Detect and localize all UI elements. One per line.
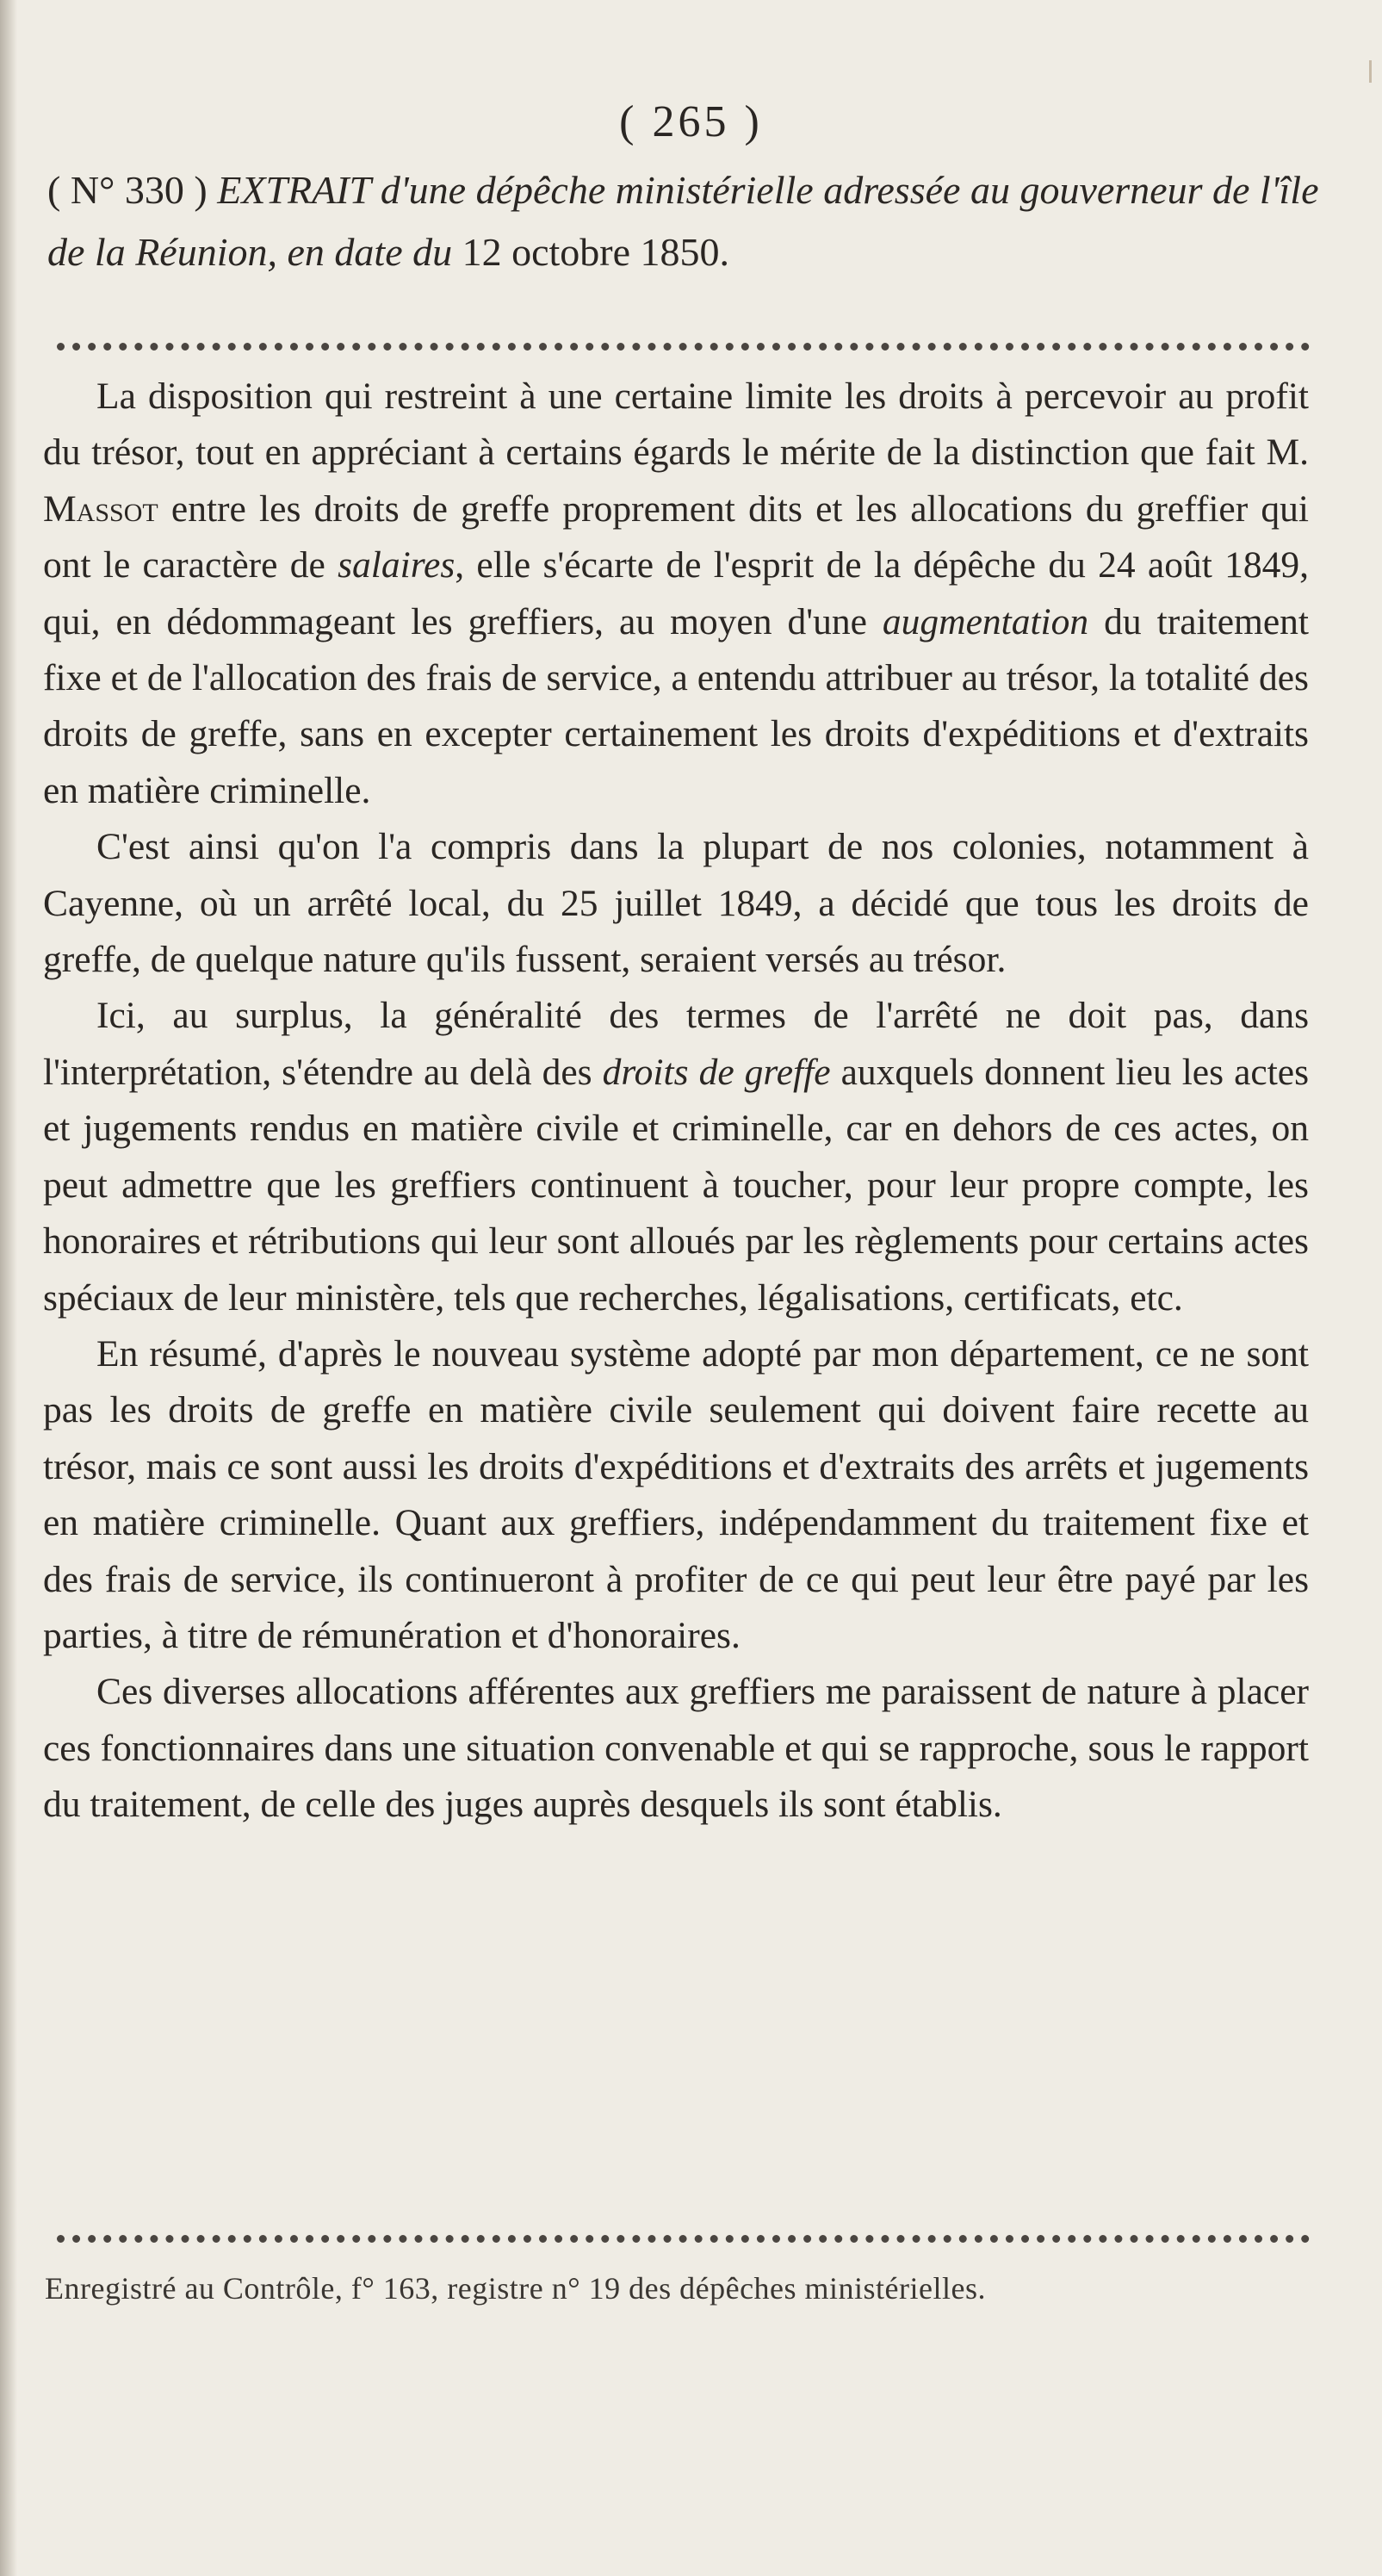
p3-text-b: auxquels donnent lieu les actes et jugements rendus en matière civile et criminelle, car en dehors de ces actes, on peut admettre que les greffiers continuent à toucher, pour leur propre compte, les honoraires et rétributions qui leur sont alloués par les règlements pour certains actes spéciaux de leur ministère, tels que recherches, légalisations, certificats, etc. bbox=[43, 1051, 1310, 1319]
p1-text-c: , elle s'écarte de l'esprit de la dépêche du 24 août 1849, qui, en dédommageant les greffiers, au moyen d'une bbox=[43, 544, 1309, 642]
body-text bbox=[43, 369, 1309, 1834]
document-heading bbox=[47, 159, 1343, 283]
p1-text-b: entre les droits de greffe proprement dits et les allocations du greffier qui ont le caractère de bbox=[43, 487, 1309, 587]
heading-number: ( N° 330 ) bbox=[47, 168, 208, 212]
p1-name: Massot bbox=[43, 487, 158, 530]
p3-emphasis: droits de greffe bbox=[602, 1051, 831, 1093]
paragraph-1 bbox=[43, 369, 1309, 819]
dotted-rule-bottom bbox=[57, 2235, 1310, 2243]
p1-emphasis-augmentation: augmentation bbox=[882, 600, 1089, 642]
registration-footer: Enregistré au Contrôle, f° 163, registre n° 19 des dépêches ministérielles. bbox=[45, 2271, 986, 2306]
page-number: ( 265 ) bbox=[619, 97, 763, 146]
heading-date: 12 octobre 1850. bbox=[462, 230, 730, 274]
paragraph-5: Ces diverses allocations afférentes aux greffiers me paraissent de nature à placer ces fonctionnaires dans une situation convenable et qui se rapproche, sous le rapport du traitement, de celle des juges auprès desquels ils sont établis. bbox=[43, 1671, 1309, 1826]
paragraph-2: C'est ainsi qu'on l'a compris dans la plupart de nos colonies, notamment à Cayenne, où un arrêté local, du 25 juillet 1849, a décidé que tous les droits de greffe, de quelque nature qu'ils fussent, seraient versés au trésor. bbox=[43, 826, 1309, 981]
p1-text-a: La disposition qui restreint à une certaine limite les droits à percevoir au profit du trésor, tout en appréciant à certains égards le mérite de la distinction que fait M. bbox=[43, 376, 1309, 474]
p3-text-a: Ici, au surplus, la généralité des termes de l'arrêté ne doit pas, dans l'interprétation, s'étendre au delà des bbox=[43, 995, 1309, 1093]
p1-emphasis-salaires: salaires bbox=[338, 544, 456, 587]
heading-title: EXTRAIT d'une dépêche ministérielle adressée au gouverneur de l'île de la Réunion, en date du bbox=[47, 168, 1319, 274]
p1-text-d: du traitement fixe et de l'allocation des frais de service, a entendu attribuer au trésor, la totalité des droits de greffe, sans en excepter certainement les droits d'expéditions et d'extraits en matière criminelle. bbox=[43, 600, 1310, 811]
paragraph-4: En résumé, d'après le nouveau système adopté par mon département, ce ne sont pas les droits de greffe en matière civile seulement qui doivent faire recette au trésor, mais ce sont aussi les droits d'expéditions et d'extraits des arrêts et jugements en matière criminelle. Quant aux greffiers, indépendamment du traitement fixe et des frais de service, ils continueront à profiter de ce qui peut leur être payé par les parties, à titre de rémunération et d'honoraires. bbox=[43, 1332, 1309, 1656]
dotted-rule-top bbox=[57, 343, 1310, 351]
paragraph-3 bbox=[43, 988, 1309, 1325]
